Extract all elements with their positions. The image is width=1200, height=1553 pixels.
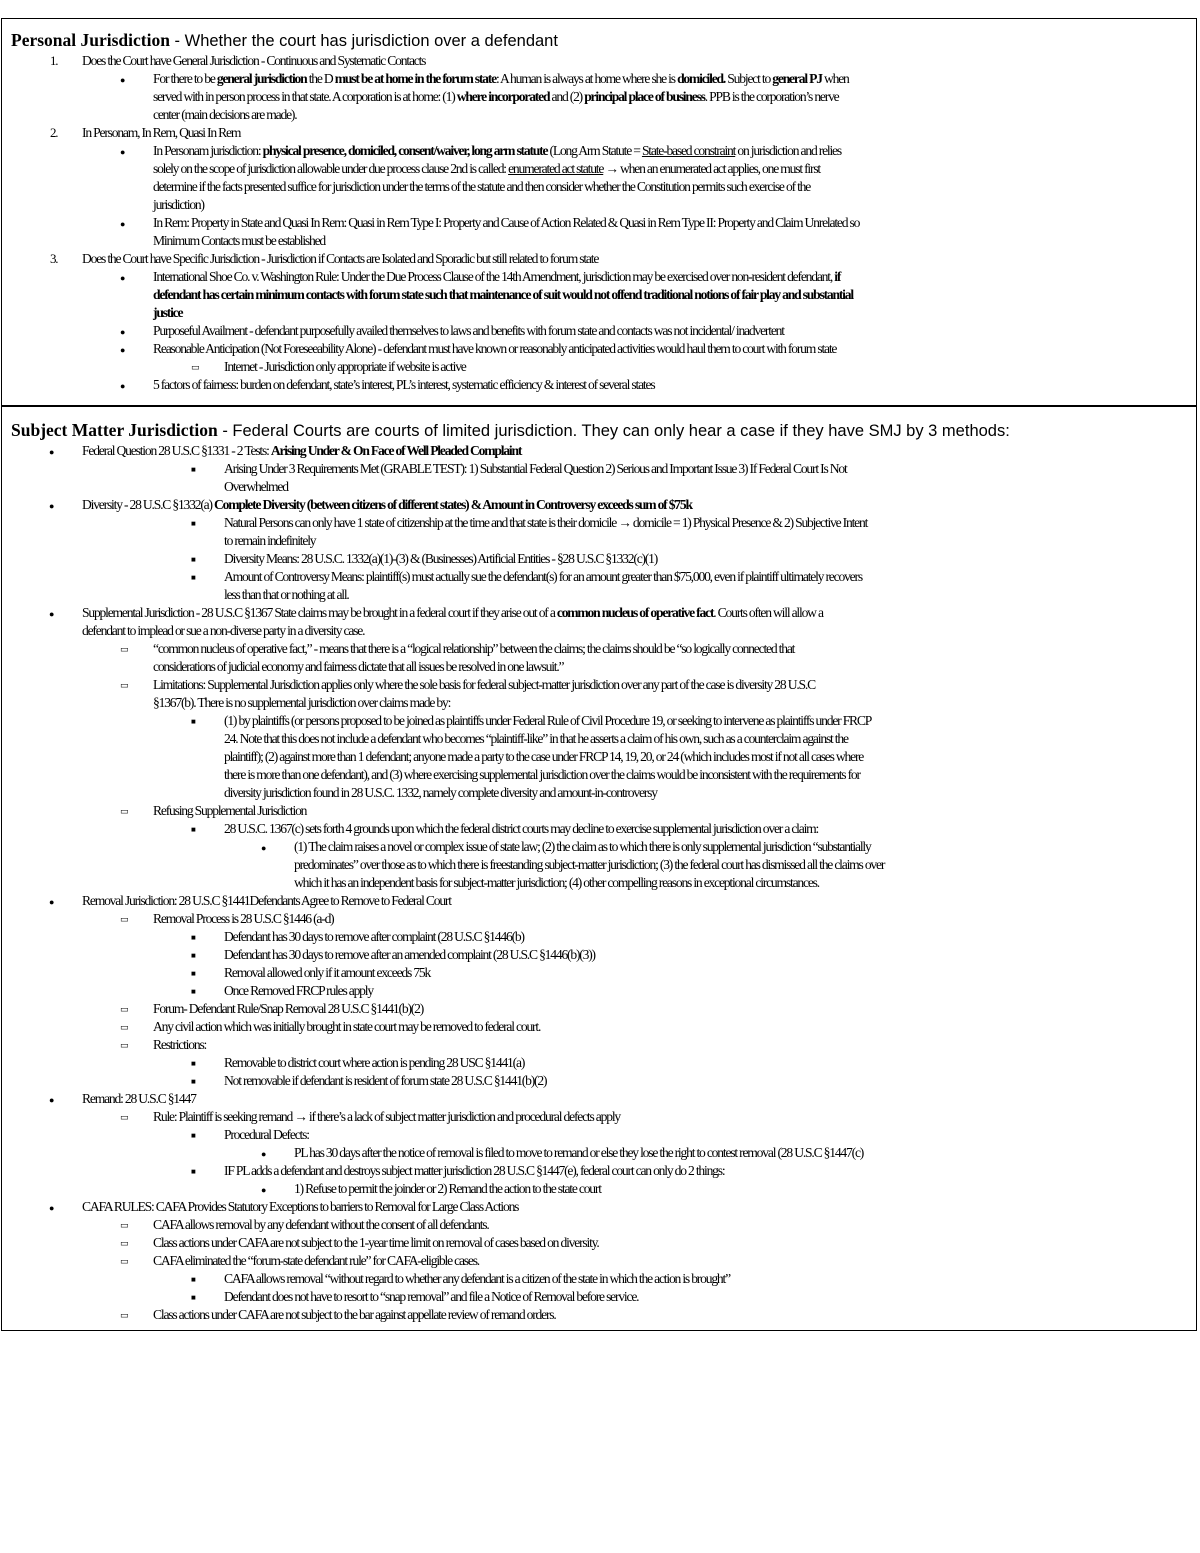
text: → when an enumerated act applies, one must first (603, 161, 821, 176)
list-item (2, 1000, 1196, 1018)
square-bullet-icon: ■ (191, 969, 195, 978)
text: Defendant does not have to resort to “snap removal” and file a Notice of Removal before service. (224, 1289, 639, 1304)
list-item (2, 910, 1196, 928)
bullet-icon: ● (120, 345, 125, 355)
text: Subject to (725, 71, 773, 86)
list-item (2, 1126, 1196, 1144)
hollow-bullet-icon: ▭ (120, 1040, 128, 1050)
square-bullet-icon: ■ (191, 1131, 195, 1140)
list-item-cont: plaintiff); (2) against more than 1 defendant; anyone made a party to the case under FRCP 14, 19, 20, or 24 (which includes most if not all cases where (224, 749, 864, 764)
text: Complete Diversity (between citizens of different states) & Amount in Controversy exceeds sum of $75k (214, 497, 692, 512)
text: Federal Question 28 U.S.C §1331 - 2 Tests: (82, 443, 271, 458)
list-item-cont (2, 286, 1196, 304)
text: 28 U.S.C. 1367(c) sets forth 4 grounds upon which the federal district courts may decline to exercise supplemental jurisdiction over a claim: (224, 821, 819, 836)
list-item (2, 376, 1196, 394)
text: Reasonable Anticipation (Not Foreseeability Alone) - defendant must have known or reasonably anticipated activities would haul them to court with forum state (153, 341, 837, 356)
text: Removal Process is 28 U.S.C §1446 (a-d) (153, 911, 334, 926)
hollow-bullet-icon: ▭ (120, 1022, 128, 1032)
text: Defendant has 30 days to remove after complaint (28 U.S.C §1446(b) (224, 929, 524, 944)
bullet-icon: ● (120, 219, 125, 229)
hollow-bullet-icon: ▭ (120, 806, 128, 816)
list-item (2, 460, 1196, 478)
list-item-cont: center (main decisions are made). (153, 107, 297, 122)
text: Diversity Means: 28 U.S.C. 1332(a)(1)-(3) & (Businesses) Artificial Entities - §28 U.S.C §1332(c)(1) (224, 551, 658, 566)
text: physical presence, domiciled, consent/waiver, long arm statute (262, 143, 548, 158)
bullet-icon: ● (261, 1149, 266, 1159)
text: IF PL adds a defendant and destroys subject matter jurisdiction 28 U.S.C §1447(e), federal court can only do 2 things: (224, 1163, 725, 1178)
hollow-bullet-icon: ▭ (120, 1004, 128, 1014)
list-item (2, 70, 1196, 88)
text: Arising Under & On Face of Well Pleaded Complaint (270, 443, 522, 458)
list-item-cont (2, 88, 1196, 106)
list-item-cont (2, 304, 1196, 322)
text: Class actions under CAFA are not subject to the 1-year time limit on removal of cases based on diversity. (153, 1235, 599, 1250)
bullet-icon: ● (49, 447, 54, 457)
bullet-icon: ● (49, 897, 54, 907)
hollow-bullet-icon: ▭ (120, 1112, 128, 1122)
list-item (2, 124, 1196, 142)
item-number: 2. (50, 125, 58, 140)
text: domiciled. (677, 71, 726, 86)
text: Purposeful Availment - defendant purposefully availed themselves to laws and benefits with forum state and contacts was not incidental/ inadvertent (153, 323, 784, 338)
list-item (2, 838, 1196, 856)
bullet-icon: ● (49, 1203, 54, 1213)
square-bullet-icon: ■ (191, 555, 195, 564)
text: . Courts often will allow a (713, 605, 823, 620)
list-item (2, 1270, 1196, 1288)
text: Defendant has 30 days to remove after an amended complaint (28 U.S.C §1446(b)(3)) (224, 947, 595, 962)
list-item (2, 964, 1196, 982)
text: when (821, 71, 849, 86)
text: Refusing Supplemental Jurisdiction (153, 803, 307, 818)
bullet-icon: ● (49, 609, 54, 619)
list-item (2, 1018, 1196, 1036)
square-bullet-icon: ■ (191, 987, 195, 996)
text: (1) The claim raises a novel or complex issue of state law; (2) the claim as to which there is only supplemental jurisdiction “substantially (294, 839, 871, 854)
item-number: 1. (50, 53, 58, 68)
list-item-cont: diversity jurisdiction found in 28 U.S.C. 1332, namely complete diversity and amount-in-controversy (224, 785, 657, 800)
text: Procedural Defects: (224, 1127, 309, 1142)
text: Remand: 28 U.S.C §1447 (82, 1091, 196, 1106)
subject-matter-jurisdiction-section (1, 406, 1197, 1331)
list-item (2, 514, 1196, 532)
text: enumerated act statute (508, 161, 604, 176)
square-bullet-icon: ■ (191, 1059, 195, 1068)
list-item (2, 1090, 1196, 1108)
list-item (2, 820, 1196, 838)
hollow-bullet-icon: ▭ (120, 680, 128, 690)
square-bullet-icon: ■ (191, 951, 195, 960)
list-item-cont: which it has an independent basis for subject-matter jurisdiction; (4) other compelling reasons in exceptional circumstances. (294, 875, 819, 890)
list-item (2, 1198, 1196, 1216)
section-title (2, 407, 1196, 442)
list-item (2, 550, 1196, 568)
hollow-bullet-icon: ▭ (120, 1220, 128, 1230)
list-item (2, 604, 1196, 622)
list-item (2, 340, 1196, 358)
text: the D (306, 71, 335, 86)
text: Forum- Defendant Rule/Snap Removal 28 U.S.C §1441(b)(2) (153, 1001, 424, 1016)
hollow-bullet-icon: ▭ (191, 362, 199, 372)
list-item (2, 1288, 1196, 1306)
text: For there to be (153, 71, 217, 86)
text: if (834, 269, 841, 284)
text: In Rem: Property in State and Quasi In Rem: Quasi in Rem Type I: Property and Cause of Action Related & Quasi in Rem Type II: Property and Claim Unrelated so (153, 215, 860, 230)
list-item-cont: §1367(b). There is no supplemental jurisdiction over claims made by: (153, 695, 451, 710)
list-item (2, 1252, 1196, 1270)
text: CAFA eliminated the “forum-state defendant rule” for CAFA-eligible cases. (153, 1253, 479, 1268)
text: PL has 30 days after the notice of removal is filed to move to remand or else they lose the right to contest removal (28 U.S.C §1447(c) (294, 1145, 864, 1160)
text: Arising Under 3 Requirements Met (GRABLE TEST): 1) Substantial Federal Question 2) Serious and Important Issue 3) If Federal Court Is Not (224, 461, 847, 476)
text: In Personam jurisdiction: (153, 143, 263, 158)
list-item (2, 712, 1196, 730)
list-item-cont: predominates” over those as to which there is freestanding subject-matter jurisdiction; (3) the federal court has dismissed all the claims over (294, 857, 885, 872)
list-item (2, 1234, 1196, 1252)
hollow-bullet-icon: ▭ (120, 644, 128, 654)
text: Restrictions: (153, 1037, 207, 1052)
list-item-cont: there is more than one defendant), and (3) where exercising supplemental jurisdiction over the claims would be inconsistent with the requirements for (224, 767, 860, 782)
text: Amount of Controversy Means: plaintiff(s) must actually sue the defendant(s) for an amount greater than $75,000, even if plaintiff ultimately recovers (224, 569, 862, 584)
list-item-cont: jurisdiction) (153, 197, 204, 212)
list-item-cont: 24. Note that this does not include a defendant who becomes “plaintiff-like” in that he asserts a claim of his own, such as a counterclaim against the (224, 731, 848, 746)
list-item (2, 52, 1196, 70)
bullet-icon: ● (261, 843, 266, 853)
hollow-bullet-icon: ▭ (120, 914, 128, 924)
list-item (2, 1216, 1196, 1234)
text: Natural Persons can only have 1 state of citizenship at the time and that state is their domicile → domicile = 1) Physical Presence & 2) Subjective Intent (224, 515, 868, 530)
list-item (2, 214, 1196, 232)
list-item (2, 676, 1196, 694)
text: Class actions under CAFA are not subject to the bar against appellate review of remand orders. (153, 1307, 556, 1322)
list-item-cont: less than that or nothing at all. (224, 587, 349, 602)
square-bullet-icon: ■ (191, 1293, 195, 1302)
hollow-bullet-icon: ▭ (120, 1256, 128, 1266)
text: general PJ (772, 71, 822, 86)
text: Internet - Jurisdiction only appropriate if website is active (224, 359, 466, 374)
text: general jurisdiction (216, 71, 307, 86)
text: : A human is always at home where she is (495, 71, 678, 86)
text: must be at home in the forum state (334, 71, 496, 86)
text: common nucleus of operative fact (556, 605, 714, 620)
list-item (2, 442, 1196, 460)
list-item (2, 1072, 1196, 1090)
list-item (2, 946, 1196, 964)
bullet-icon: ● (49, 1095, 54, 1105)
square-bullet-icon: ■ (191, 519, 195, 528)
list-item (2, 568, 1196, 586)
smj-title-desc: - Federal Courts are courts of limited jurisdiction. They can only hear a case if they have SMJ by 3 methods: (217, 422, 1010, 440)
text: “common nucleus of operative fact,” - means that there is a “logical relationship” between the claims; the claims should be “so logically connected that (153, 641, 795, 656)
bullet-icon: ● (261, 1185, 266, 1195)
text: Removal Jurisdiction: 28 U.S.C §1441Defendants Agree to Remove to Federal Court (82, 893, 451, 908)
list-item (2, 1036, 1196, 1054)
bullet-icon: ● (120, 327, 125, 337)
list-item (2, 1306, 1196, 1324)
list-item-cont (2, 160, 1196, 178)
list-item (2, 802, 1196, 820)
square-bullet-icon: ■ (191, 465, 195, 474)
list-item (2, 892, 1196, 910)
text: Limitations: Supplemental Jurisdiction applies only where the sole basis for federal subject-matter jurisdiction over any part of the case is diversity 28 U.S.C (153, 677, 815, 692)
square-bullet-icon: ■ (191, 1077, 195, 1086)
bullet-icon: ● (49, 501, 54, 511)
list-item-cont: determine if the facts presented suffice for jurisdiction under the terms of the statute and then consider whether the Constitution permits such exercise of the (153, 179, 811, 194)
square-bullet-icon: ■ (191, 1167, 195, 1176)
list-item (2, 928, 1196, 946)
text: and (2) (549, 89, 585, 104)
text: (1) by plaintiffs (or persons proposed to be joined as plaintiffs under Federal Rule of Civil Procedure 19, or seeking to intervene as plaintiffs under FRCP (224, 713, 872, 728)
text: principal place of business (584, 89, 705, 104)
text: justice (153, 305, 183, 320)
text: International Shoe Co. v. Washington Rule: Under the Due Process Clause of the 14th Amendment, jurisdiction may be exercised over non-resident defendant, (153, 269, 835, 284)
text: CAFA allows removal by any defendant without the consent of all defendants. (153, 1217, 489, 1232)
list-item (2, 1108, 1196, 1126)
text: Diversity - 28 U.S.C §1332(a) (82, 497, 215, 512)
text: State-based constraint (641, 143, 736, 158)
list-item (2, 1054, 1196, 1072)
hollow-bullet-icon: ▭ (120, 1310, 128, 1320)
item-number: 3. (50, 251, 58, 266)
bullet-icon: ● (120, 273, 125, 283)
item-text: Does the Court have Specific Jurisdiction - Jurisdiction if Contacts are Isolated and Sporadic but still related to forum state (82, 251, 599, 266)
text: served with in person process in that state. A corporation is at home: (1) (153, 89, 457, 104)
smj-title: Subject Matter Jurisdiction (11, 420, 218, 440)
text: Once Removed FRCP rules apply (224, 983, 373, 998)
list-item (2, 358, 1196, 376)
text: where incorporated (456, 89, 550, 104)
personal-jurisdiction-section (1, 18, 1197, 406)
list-item-cont: Minimum Contacts must be established (153, 233, 326, 248)
list-item (2, 1144, 1196, 1162)
text: CAFA allows removal “without regard to whether any defendant is a citizen of the state in which the action is brought” (224, 1271, 730, 1286)
text: Not removable if defendant is resident of forum state 28 U.S.C §1441(b)(2) (224, 1073, 547, 1088)
list-item (2, 322, 1196, 340)
square-bullet-icon: ■ (191, 717, 195, 726)
square-bullet-icon: ■ (191, 933, 195, 942)
bullet-icon: ● (120, 75, 125, 85)
list-item-cont: Overwhelmed (224, 479, 288, 494)
square-bullet-icon: ■ (191, 825, 195, 834)
list-item (2, 1162, 1196, 1180)
list-item-cont: defendant to implead or sue a non-diverse party in a diversity case. (82, 623, 365, 638)
square-bullet-icon: ■ (191, 573, 195, 582)
list-item (2, 250, 1196, 268)
text: 1) Refuse to permit the joinder or 2) Remand the action to the state court (294, 1181, 601, 1196)
pj-title: Personal Jurisdiction (11, 30, 170, 50)
list-item (2, 982, 1196, 1000)
list-item (2, 496, 1196, 514)
text: Any civil action which was initially brought in state court may be removed to federal court. (153, 1019, 541, 1034)
text: Removal allowed only if it amount exceeds 75k (224, 965, 431, 980)
list-item (2, 640, 1196, 658)
pj-title-desc: - Whether the court has jurisdiction over a defendant (169, 32, 558, 50)
bullet-icon: ● (120, 381, 125, 391)
list-item-cont: to remain indefinitely (224, 533, 316, 548)
item-text: Does the Court have General Jurisdiction - Continuous and Systematic Contacts (82, 53, 426, 68)
list-item (2, 268, 1196, 286)
text: Rule: Plaintiff is seeking remand → if there’s a lack of subject matter jurisdiction and procedural defects apply (153, 1109, 620, 1124)
list-item-cont: considerations of judicial economy and fairness dictate that all issues be resolved in one lawsuit.” (153, 659, 564, 674)
text: (Long Arm Statute = (547, 143, 642, 158)
text: solely on the scope of jurisdiction allowable under due process clause 2nd is called: (153, 161, 509, 176)
item-text: In Personam, In Rem, Quasi In Rem (82, 125, 241, 140)
text: CAFA RULES: CAFA Provides Statutory Exceptions to barriers to Removal for Large Class Actions (82, 1199, 519, 1214)
hollow-bullet-icon: ▭ (120, 1238, 128, 1248)
text: 5 factors of fairness: burden on defendant, state’s interest, PL’s interest, systematic efficiency & interest of several states (153, 377, 655, 392)
text: Removable to district court where action is pending 28 USC §1441(a) (224, 1055, 525, 1070)
list-item (2, 1180, 1196, 1198)
section-title (2, 19, 1196, 52)
text: defendant has certain minimum contacts with forum state such that maintenance of suit would not offend traditional notions of fair play and substantial (153, 287, 853, 302)
text: on jurisdiction and relies (735, 143, 841, 158)
list-item (2, 142, 1196, 160)
bullet-icon: ● (120, 147, 125, 157)
text: . PPB is the corporation’s nerve (704, 89, 839, 104)
text: Supplemental Jurisdiction - 28 U.S.C §1367 State claims may be brought in a federal court if they arise out of a (82, 605, 557, 620)
square-bullet-icon: ■ (191, 1275, 195, 1284)
